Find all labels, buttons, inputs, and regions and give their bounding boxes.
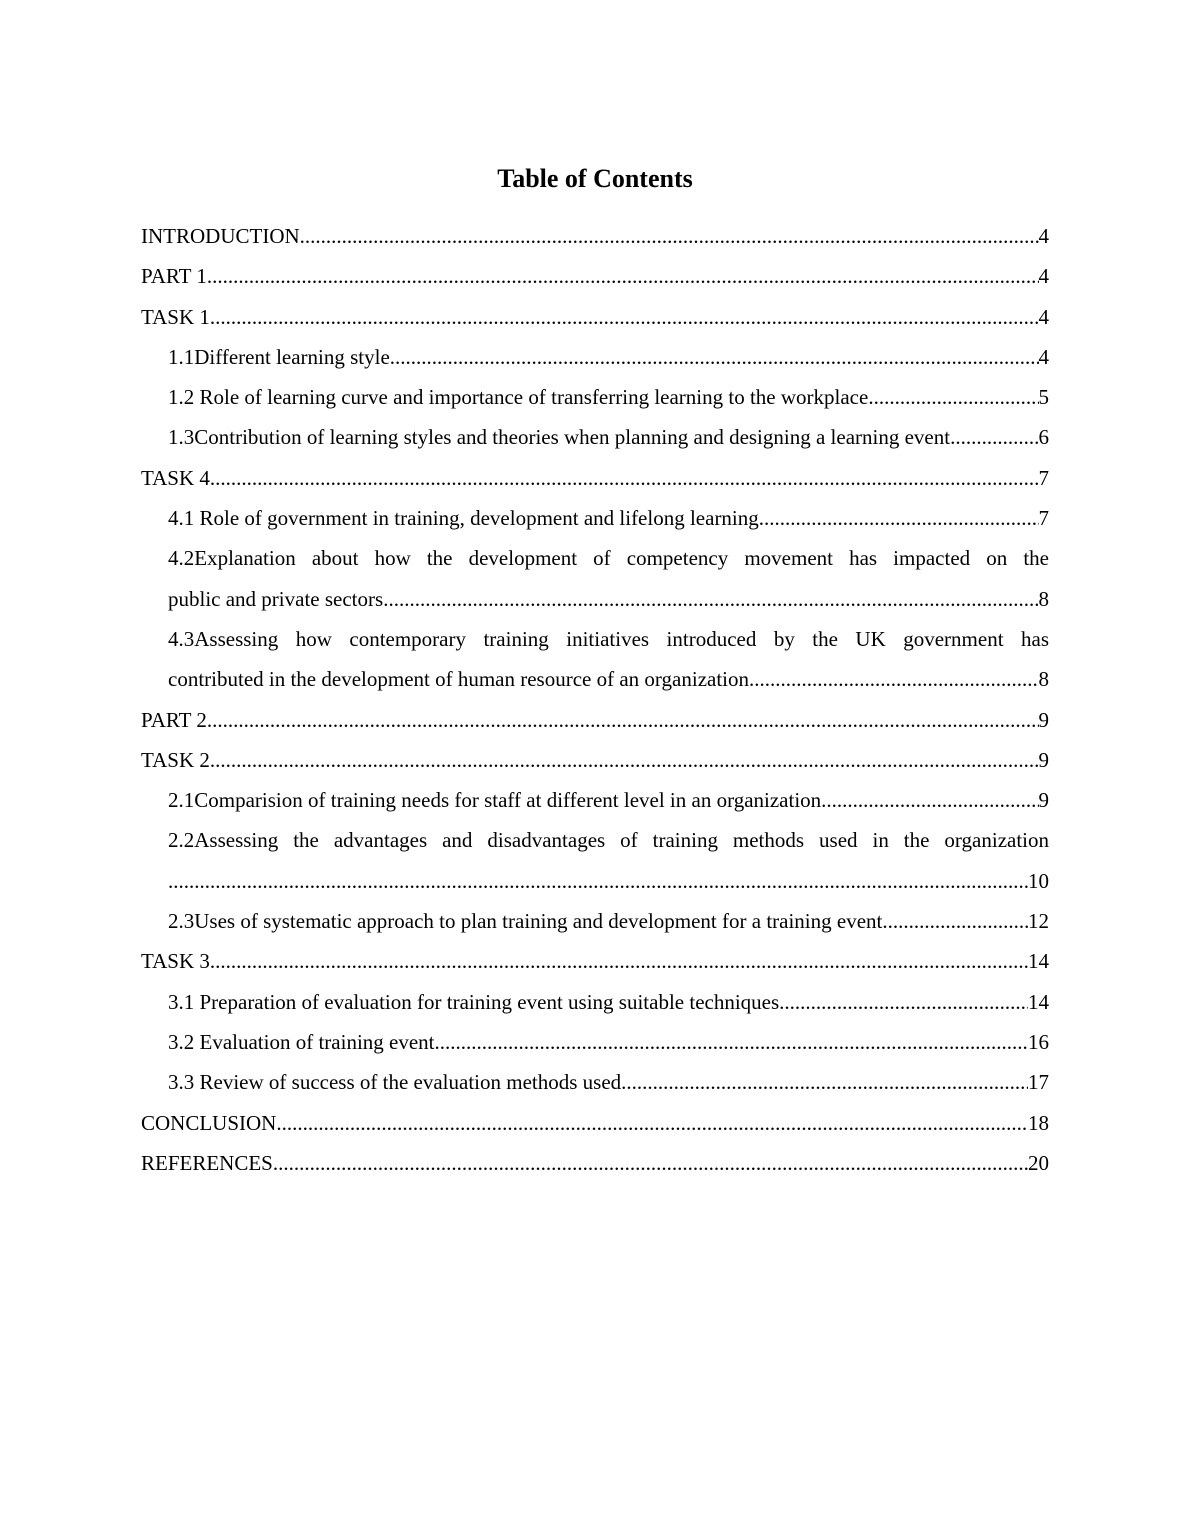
toc-entry-1-2[interactable] xyxy=(141,377,1049,417)
toc-entry-label-line-1: 4.3Assessing how contemporary training initiatives introduced by the UK government has xyxy=(168,626,1049,651)
toc-page-number: 7 xyxy=(1038,506,1049,531)
dot-leader xyxy=(435,1022,1028,1062)
toc-entry-label: public and private sectors xyxy=(168,586,384,611)
dot-leader xyxy=(300,216,1039,256)
dot-leader xyxy=(207,256,1039,296)
toc-page-number: 5 xyxy=(1038,385,1049,410)
toc-entry-3-1[interactable] xyxy=(141,982,1049,1022)
toc-entry-references[interactable] xyxy=(141,1143,1049,1183)
toc-page-number: 10 xyxy=(1028,868,1049,893)
toc-page-number: 16 xyxy=(1028,1029,1049,1054)
dot-leader xyxy=(759,498,1039,538)
toc-page-number: 9 xyxy=(1038,788,1049,813)
toc-entry-label: TASK 2 xyxy=(141,747,210,772)
toc-entry-label: 2.1Comparision of training needs for staff at different level in an organization xyxy=(168,788,822,813)
dot-leader xyxy=(276,1103,1028,1143)
dot-leader xyxy=(273,1143,1028,1183)
toc-page-number: 9 xyxy=(1038,747,1049,772)
toc-entry-label: REFERENCES xyxy=(141,1150,273,1175)
toc-page-number: 17 xyxy=(1028,1070,1049,1095)
toc-page-number: 12 xyxy=(1028,909,1049,934)
toc-entry-4-1[interactable] xyxy=(141,498,1049,538)
toc-entry-4-2[interactable] xyxy=(141,538,1049,619)
dot-leader xyxy=(210,458,1039,498)
dot-leader xyxy=(207,700,1039,740)
toc-entry-label: CONCLUSION xyxy=(141,1110,277,1135)
toc-entry-label: PART 2 xyxy=(141,707,207,732)
dot-leader xyxy=(210,740,1039,780)
dot-leader xyxy=(210,297,1039,337)
toc-page-number: 4 xyxy=(1038,224,1049,248)
toc-entry-conclusion[interactable] xyxy=(141,1103,1049,1143)
toc-entry-label: 3.1 Preparation of evaluation for training event using suitable techniques xyxy=(168,989,780,1014)
toc-entry-4-3[interactable] xyxy=(141,619,1049,700)
toc-entry-part-2[interactable] xyxy=(141,700,1049,740)
toc-entry-label: 3.3 Review of success of the evaluation methods used xyxy=(168,1070,622,1095)
toc-entry-1-3[interactable] xyxy=(141,417,1049,457)
toc-entry-introduction[interactable] xyxy=(141,216,1049,256)
toc-page-number: 4 xyxy=(1038,264,1049,289)
toc-entry-label-line-1: 2.2Assessing the advantages and disadvantages of training methods used in the organization xyxy=(168,828,1049,853)
dot-leader xyxy=(868,377,1038,417)
dot-leader xyxy=(821,780,1038,820)
dot-leader xyxy=(383,579,1038,619)
toc-entry-label-line-1: 4.2Explanation about how the development of competency movement has impacted on the xyxy=(168,546,1049,571)
toc-entry-label: TASK 3 xyxy=(141,949,210,974)
toc-page-number: 9 xyxy=(1038,707,1049,732)
dot-leader xyxy=(882,901,1028,941)
toc-entry-label: TASK 4 xyxy=(141,465,210,490)
toc-entry-2-3[interactable] xyxy=(141,901,1049,941)
toc-entry-label: 3.2 Evaluation of training event xyxy=(168,1029,435,1054)
dot-leader xyxy=(779,982,1028,1022)
toc-page-number: 14 xyxy=(1028,949,1049,974)
toc-page-number: 20 xyxy=(1028,1150,1049,1175)
toc-entry-label: 2.3Uses of systematic approach to plan training and development for a training event xyxy=(168,909,883,934)
toc-entry-label: 1.3Contribution of learning styles and theories when planning and designing a learning event xyxy=(168,425,951,450)
toc-entry-label: TASK 1 xyxy=(141,304,210,329)
dot-leader xyxy=(168,861,1028,901)
toc-list xyxy=(141,216,1049,1183)
dot-leader xyxy=(621,1062,1028,1102)
toc-entry-task-2[interactable] xyxy=(141,740,1049,780)
toc-page-number: 18 xyxy=(1028,1110,1049,1135)
toc-entry-task-3[interactable] xyxy=(141,941,1049,981)
toc-page-number: 14 xyxy=(1028,989,1049,1014)
toc-page-number: 4 xyxy=(1038,344,1049,369)
toc-entry-part-1[interactable] xyxy=(141,256,1049,296)
toc-entry-label: contributed in the development of human resource of an organization xyxy=(168,667,750,692)
toc-entry-3-2[interactable] xyxy=(141,1022,1049,1062)
page-title: Table of Contents xyxy=(497,164,693,193)
toc-page-number: 7 xyxy=(1038,465,1049,490)
dot-leader xyxy=(210,941,1028,981)
toc-page-number: 6 xyxy=(1038,425,1049,450)
toc-page-number: 4 xyxy=(1038,304,1049,329)
toc-entry-1-1[interactable] xyxy=(141,337,1049,377)
toc-entry-2-2[interactable] xyxy=(141,820,1049,901)
toc-page-number: 8 xyxy=(1038,586,1049,611)
toc-entry-label: 1.2 Role of learning curve and importance of transferring learning to the workplace xyxy=(168,385,869,410)
toc-entry-task-4[interactable] xyxy=(141,458,1049,498)
toc-entry-label: 4.1 Role of government in training, development and lifelong learning xyxy=(168,506,759,531)
toc-entry-label: 1.1Different learning style xyxy=(168,344,390,369)
toc-page-number: 8 xyxy=(1038,667,1049,692)
dot-leader xyxy=(749,659,1038,699)
toc-entry-label: INTRODUCTION xyxy=(141,224,300,248)
dot-leader xyxy=(390,337,1039,377)
toc-entry-2-1[interactable] xyxy=(141,780,1049,820)
dot-leader xyxy=(950,417,1038,457)
toc-entry-task-1[interactable] xyxy=(141,297,1049,337)
toc-entry-3-3[interactable] xyxy=(141,1062,1049,1102)
toc-entry-label: PART 1 xyxy=(141,264,207,289)
